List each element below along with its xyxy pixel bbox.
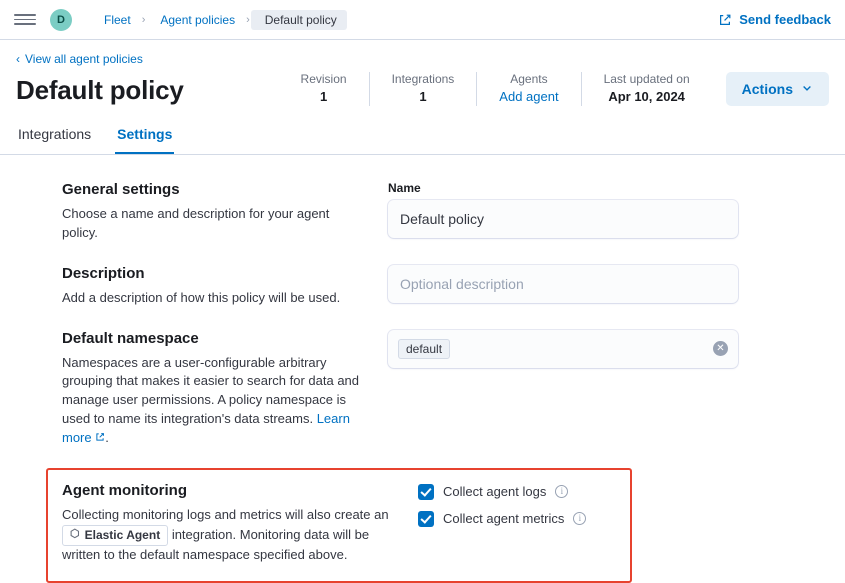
chevron-down-icon xyxy=(801,81,813,97)
collect-agent-logs-row[interactable] xyxy=(418,484,616,500)
stat-last-updated xyxy=(582,72,712,106)
stat-value: 1 xyxy=(419,89,427,104)
stat-revision xyxy=(279,72,370,106)
hamburger-menu-icon[interactable] xyxy=(14,9,36,31)
namespace-description-text: Namespaces are a user-configurable arbitrary grouping that makes it easier to search for data and manage user permissions. A policy namespace is used to name its integration's data streams. xyxy=(62,354,360,427)
agent-monitoring-description xyxy=(62,506,398,565)
section-agent-monitoring xyxy=(46,468,632,583)
elastic-agent-chip[interactable] xyxy=(62,525,168,546)
name-field-label: Name xyxy=(388,181,421,195)
general-settings-title: General settings xyxy=(62,181,180,198)
send-feedback-label: Send feedback xyxy=(739,12,831,27)
clear-selection-icon[interactable]: ✕ xyxy=(713,341,728,356)
breadcrumb-item-agent-policies[interactable]: Agent policies xyxy=(160,12,236,27)
namespace-description xyxy=(62,354,364,448)
policy-tabs xyxy=(0,122,845,155)
namespace-title: Default namespace xyxy=(62,329,199,347)
stat-agents xyxy=(477,72,581,106)
stat-label: Integrations xyxy=(391,72,455,86)
collect-agent-metrics-row[interactable] xyxy=(418,511,616,527)
breadcrumb-item-fleet[interactable]: Fleet xyxy=(104,12,131,27)
breadcrumb xyxy=(90,10,347,30)
general-settings-description: Choose a name and description for your agent policy. xyxy=(62,206,330,240)
monitoring-desc-part1: Collecting monitoring logs and metrics will also create an xyxy=(62,506,389,522)
stat-label: Agents xyxy=(510,72,548,86)
page-title: Default policy xyxy=(16,75,184,105)
stat-label: Revision xyxy=(300,72,347,86)
stat-value: 1 xyxy=(319,89,328,104)
description-input[interactable]: Optional description xyxy=(388,265,738,303)
namespace-combobox[interactable] xyxy=(388,330,738,368)
info-icon[interactable]: i xyxy=(555,485,568,498)
collect-agent-logs-checkbox[interactable] xyxy=(418,484,434,500)
chevron-left-icon: ‹ xyxy=(16,52,20,66)
stat-label: Last updated on xyxy=(603,72,690,86)
stat-integrations xyxy=(370,72,478,106)
back-to-agent-policies-link[interactable] xyxy=(16,52,143,66)
section-general-settings xyxy=(16,173,829,257)
collect-agent-metrics-checkbox[interactable] xyxy=(418,511,434,527)
elastic-agent-chip-label: Elastic Agent xyxy=(84,527,161,542)
section-default-namespace xyxy=(16,322,829,462)
name-input[interactable]: Default policy xyxy=(388,200,738,238)
external-link-icon xyxy=(92,430,106,445)
monitoring-desc-part2: integration. Monitoring data will be written to the default namespace specified above. xyxy=(62,526,370,562)
external-link-icon xyxy=(718,13,732,27)
top-navigation-bar xyxy=(0,0,845,40)
tab-integrations[interactable]: Integrations xyxy=(18,126,92,142)
actions-button[interactable] xyxy=(726,72,829,106)
breadcrumb-separator-icon: › xyxy=(246,13,250,26)
settings-content xyxy=(0,155,845,583)
send-feedback-button[interactable] xyxy=(718,12,831,27)
info-icon[interactable]: i xyxy=(573,512,586,525)
namespace-learn-more-link[interactable]: Learn more xyxy=(62,411,350,445)
avatar[interactable]: D xyxy=(50,9,72,31)
page-header xyxy=(0,40,845,108)
back-link-label: View all agent policies xyxy=(25,52,143,66)
breadcrumb-separator-icon: › xyxy=(141,13,146,26)
namespace-selected-pill: default xyxy=(398,339,450,359)
policy-stats xyxy=(279,72,829,108)
agent-monitoring-title: Agent monitoring xyxy=(62,481,187,499)
collect-agent-logs-label: Collect agent logs xyxy=(443,484,547,500)
add-agent-link[interactable]: Add agent xyxy=(499,89,559,104)
namespace-description-tail: . xyxy=(105,429,109,445)
collect-agent-metrics-label: Collect agent metrics xyxy=(443,511,565,527)
breadcrumb-item-default-policy[interactable]: Default policy xyxy=(251,10,347,30)
actions-label: Actions xyxy=(741,81,793,97)
stat-value: Apr 10, 2024 xyxy=(608,89,685,104)
tab-settings[interactable]: Settings xyxy=(115,122,174,154)
description-title: Description xyxy=(62,264,145,282)
description-description: Add a description of how this policy will be used. xyxy=(62,289,341,305)
section-description xyxy=(16,257,829,322)
agent-icon: ⬡ xyxy=(70,528,80,541)
